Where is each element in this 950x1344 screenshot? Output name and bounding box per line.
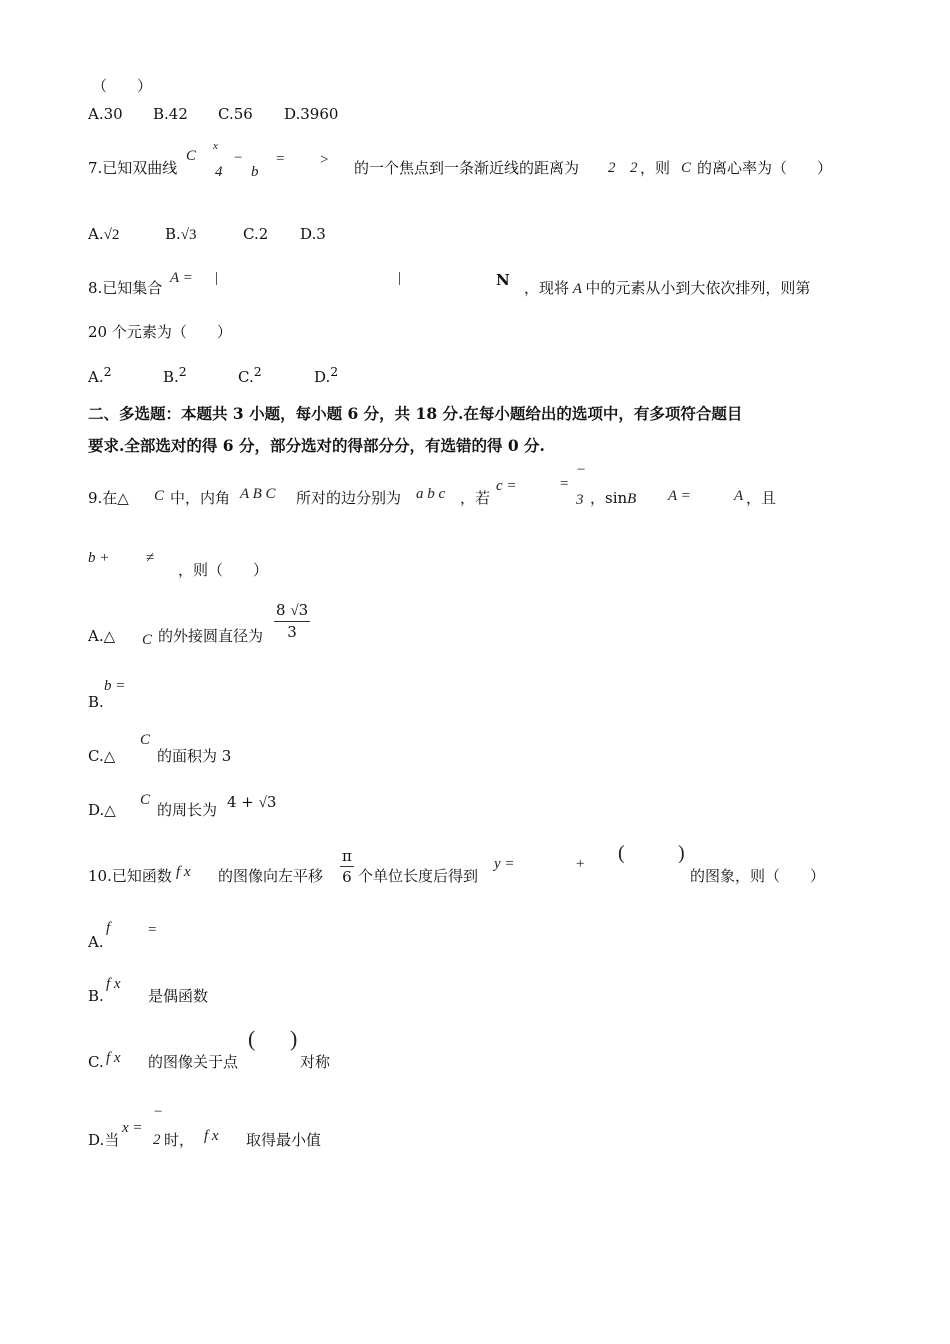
- q8-math-a: A =: [170, 270, 193, 286]
- q9-p5: ，sinB: [590, 489, 637, 507]
- q9-option-b: B.: [88, 693, 104, 711]
- q10-optd-2: 2: [153, 1132, 161, 1148]
- section2-heading-line1: 二、多选题：本题共 3 小题，每小题 6 分，共 18 分.在每小题给出的选项中，有多项符合题目: [88, 404, 743, 423]
- q9-opta-fraction: $\frac{8 √3}{3}$: [276, 601, 309, 641]
- q10-optd-bar: −: [154, 1104, 163, 1120]
- q7-prefix: 7.已知双曲线: [88, 159, 178, 177]
- q10-math-plus: +: [576, 856, 585, 872]
- q10-pi-fraction: $\frac{\pi}{6}$: [342, 847, 352, 886]
- q8-suffix: ，现将 A 中的元素从小到大依次排列，则第: [524, 279, 811, 297]
- q9-optc-text: 的面积为 3: [157, 747, 232, 765]
- q7-math-c: C: [186, 148, 197, 164]
- q7-option-d: D.3: [300, 225, 326, 243]
- q10-optd-suffix: 取得最小值: [246, 1131, 322, 1149]
- q7-math-c2: C: [681, 160, 692, 176]
- q10-math-paren-left: (: [618, 842, 625, 864]
- q10-optc-paren-left: (: [248, 1026, 256, 1051]
- q9-p4: ，若: [460, 489, 491, 507]
- q7-math-gt: >: [320, 152, 329, 168]
- q6-option-a: A.30: [88, 105, 123, 123]
- q8-line2: 20 个元素为（ ）: [88, 323, 232, 341]
- q9-math-a2: A: [734, 488, 744, 504]
- q9-optd-text: 的周长为: [157, 801, 218, 819]
- q6-option-b: B.42: [153, 105, 188, 123]
- q7-math-minus: −: [234, 150, 243, 166]
- q9-math-bar: −: [577, 462, 586, 478]
- q9-opta-text: 的外接圆直径为: [158, 627, 264, 645]
- q10-p4: 的图象，则（ ）: [690, 867, 826, 885]
- q7-math-sqrt2: 2: [630, 160, 638, 176]
- q7-mid2: ，则: [640, 159, 671, 177]
- q10-optb-fx: f x: [106, 976, 121, 992]
- q10-optc-fx: f x: [106, 1050, 121, 1066]
- q10-math-y: y =: [494, 856, 515, 872]
- q9-math-3: 3: [576, 492, 584, 508]
- q9-math-c-eq: c =: [496, 478, 517, 494]
- q10-p3: 个单位长度后得到: [358, 867, 479, 885]
- q9-p2: 中，内角: [170, 489, 231, 507]
- q9-optd-c: C: [140, 792, 151, 808]
- q9-option-c: C.△: [88, 747, 116, 765]
- q8-prefix: 8.已知集合: [88, 279, 163, 297]
- q9-optb-b-eq: b =: [104, 678, 126, 694]
- q9-math-abc-lower: a b c: [416, 486, 446, 502]
- q9-math-c: C: [154, 488, 165, 504]
- q7-option-b: B.√3: [165, 225, 197, 243]
- q10-option-b: B.: [88, 987, 104, 1005]
- q9-option-a: A.△: [88, 627, 116, 645]
- q7-option-a: A.√2: [88, 225, 120, 243]
- q9-p3: 所对的边分别为: [296, 489, 402, 507]
- q8-option-b: B.$^2$: [163, 364, 187, 386]
- question-6-paren: （ ）: [92, 77, 153, 95]
- q10-optb-text: 是偶函数: [148, 987, 209, 1005]
- q10-optc-suffix: 对称: [300, 1053, 331, 1071]
- q8-option-a: A.$^2$: [88, 364, 112, 386]
- q10-option-d: D.当: [88, 1131, 120, 1149]
- q7-option-c: C.2: [243, 225, 269, 243]
- q10-optc-paren-right: ): [290, 1026, 298, 1051]
- q10-p2: 的图像向左平移: [218, 867, 324, 885]
- section2-heading-line2: 要求.全部选对的得 6 分，部分选对的得部分分，有选错的得 0 分.: [88, 436, 545, 455]
- q9-math-abc: A B C: [240, 486, 276, 502]
- q9-optc-c: C: [140, 732, 151, 748]
- q8-option-d: D.$^2$: [314, 364, 339, 386]
- q8-set-n: N: [496, 271, 510, 289]
- q7-math-x: x: [213, 140, 218, 152]
- q7-math-4: 4: [215, 164, 223, 180]
- q10-optd-fx: f x: [204, 1128, 219, 1144]
- q6-option-d: D.3960: [284, 105, 339, 123]
- q8-option-c: C.$^2$: [238, 364, 262, 386]
- q10-optc-text: 的图像关于点: [148, 1053, 239, 1071]
- q7-mid: 的一个焦点到一条渐近线的距离为: [354, 159, 580, 177]
- q10-option-c: C.: [88, 1053, 104, 1071]
- q10-opta-eq: =: [148, 922, 157, 938]
- q10-math-fx: f x: [176, 864, 191, 880]
- q7-math-2: 2: [608, 160, 616, 176]
- q9-math-b-plus: b +: [88, 550, 110, 566]
- q9-p6: ，且: [746, 489, 777, 507]
- q10-math-paren-right: ): [678, 842, 685, 864]
- q10-prefix: 10.已知函数: [88, 867, 172, 885]
- q9-option-d: D.△: [88, 801, 116, 819]
- q10-opta-f: f: [106, 920, 111, 936]
- q9-math-eq2: =: [560, 476, 569, 492]
- q10-optd-text: 时，: [164, 1131, 195, 1149]
- q7-suffix: 的离心率为（ ）: [697, 159, 833, 177]
- q9-math-neq: ≠: [146, 550, 155, 566]
- q7-math-eq: =: [276, 151, 285, 167]
- q10-option-a: A.: [88, 933, 104, 951]
- q8-math-bar: |: [215, 270, 219, 286]
- q10-optd-x-eq: x =: [122, 1120, 143, 1136]
- q9-line2: ，则（ ）: [178, 561, 269, 579]
- q9-opta-c: C: [142, 632, 153, 648]
- q7-math-b: b: [251, 164, 259, 180]
- q6-option-c: C.56: [218, 105, 253, 123]
- q9-math-a-eq: A =: [668, 488, 691, 504]
- q8-math-bar2: |: [398, 270, 402, 286]
- q9-optd-value: 4 + √3: [227, 793, 277, 811]
- q9-prefix: 9.在△: [88, 489, 129, 507]
